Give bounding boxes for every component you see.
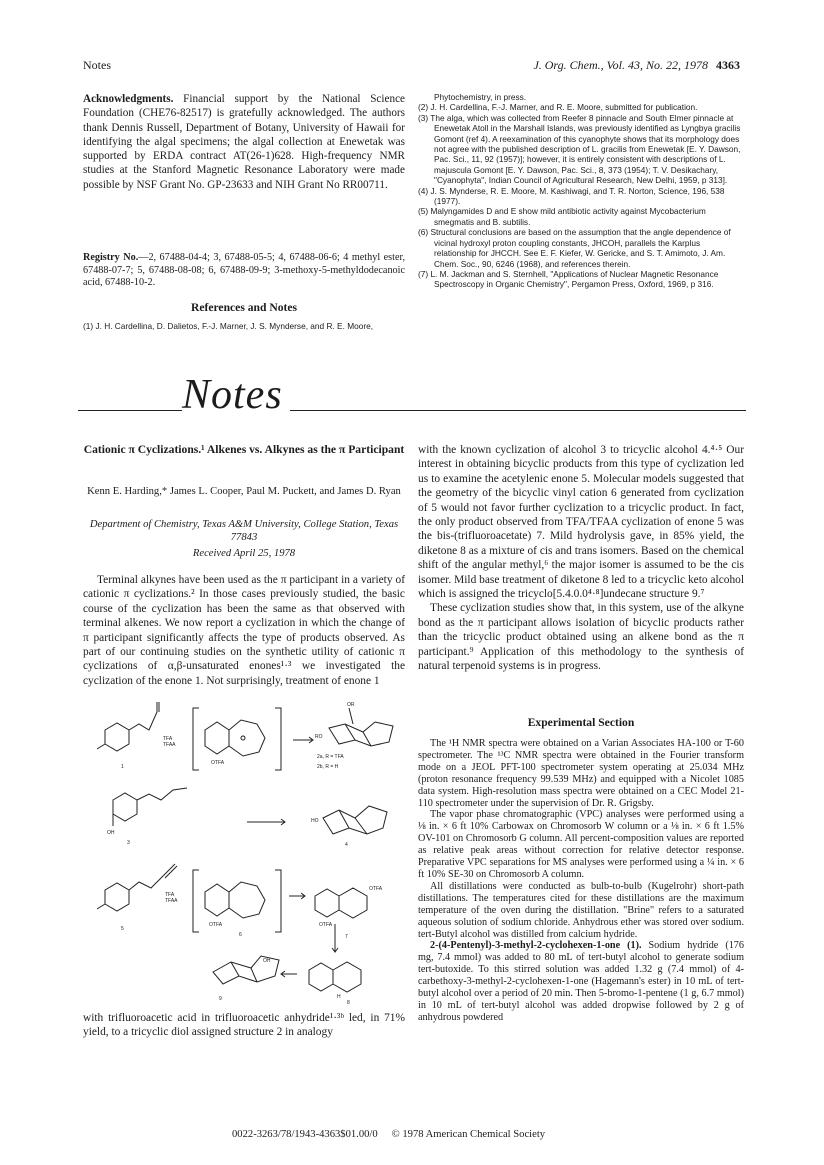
registry-heading: Registry No.	[83, 252, 139, 263]
reaction-arrow-2	[247, 819, 285, 825]
label-ho: HO	[311, 818, 319, 824]
registry-text: —2, 67488-04-4; 3, 67488-05-5; 4, 67488-06-6; 4 methyl ester, 67488-07-7; 5, 67488-08-08; 6, 67488-09-9; 3-methoxy-5-methyldodecanoic acid, 67488-10-2.	[83, 252, 405, 289]
label-compound-2b: 2b, R = H	[317, 764, 339, 770]
reaction-arrow-5	[281, 971, 297, 977]
reference-5: (5) Malyngamides D and E show mild antibiotic activity against Mycobacterium smegmatis and B. subtilis.	[418, 206, 706, 227]
compound-1-prep-heading: 2-(4-Pentenyl)-3-methyl-2-cyclohexen-1-one (1).	[430, 940, 642, 952]
experimental-paragraph-2: The vapor phase chromatographic (VPC) analyses were performed using a ⅛ in. × 6 ft 10% Carbowax on Chromosorb W column or a ⅛ in. × 6 ft 1.5% OV-101 on Chromosorb G column. All percent-composition values are reported as relative peak areas without correction for relative detector response. Preparative VPC separations for MS analyses were performed using a ¼ in. × 6 ft 10% SE-30 on Chromosorb A column.	[418, 809, 744, 880]
bracket-2	[193, 870, 281, 932]
references-list	[418, 92, 744, 290]
reaction-arrow-3	[289, 893, 305, 899]
article-title: Cationic π Cyclizations.¹ Alkenes vs. Alkynes as the π Participant	[83, 443, 405, 456]
compound-1-ring	[105, 723, 129, 751]
acknowledgments	[83, 92, 405, 192]
compound-6-ring-a	[205, 884, 229, 916]
bracket	[193, 708, 281, 770]
reaction-scheme	[83, 700, 405, 1010]
compound-3-ring	[113, 793, 137, 821]
experimental-section	[418, 738, 744, 1024]
reagent-tfaa-2: TFAA	[165, 898, 178, 904]
copyright: © 1978 American Chemical Society	[391, 1129, 546, 1140]
label-compound-5: 5	[121, 926, 124, 932]
reference-7: (7) L. M. Jackman and S. Sternhell, "Applications of Nuclear Magnetic Resonance Spectroscopy in Organic Chemistry", Pergamon Press, Oxford, 1969, p 316.	[418, 268, 719, 290]
label-compound-6: 6	[239, 932, 242, 938]
acknowledgments-heading: Acknowledgments.	[83, 93, 174, 105]
label-or: OR	[347, 702, 355, 708]
running-header-journal	[533, 58, 740, 73]
registry-numbers	[83, 252, 405, 290]
label-compound-2a: 2a, R = TFA	[317, 754, 344, 760]
label-compound-1: 1	[121, 764, 124, 770]
compound-6-ring-b	[229, 882, 265, 918]
reaction-arrow-4	[332, 924, 338, 952]
reference-4: (4) J. S. Mynderse, R. E. Moore, M. Kashiwagi, and T. R. Norton, Science, 196, 538 (1977).	[418, 185, 725, 207]
label-oh-9: OH	[263, 958, 271, 964]
experimental-paragraph-4	[418, 940, 744, 1023]
compound-4-skeleton	[323, 806, 387, 834]
label-compound-3: 3	[127, 840, 130, 846]
running-header-section: Notes	[83, 58, 111, 72]
compound-5-ring	[105, 883, 129, 911]
label-oh-3: OH	[107, 830, 115, 836]
reference-6: (6) Structural conclusions are based on the assumption that the angle dependence of vicinal hydroxyl proton coupling constants, JHCOH, parallels the Karplus relationship for JHCCH. See E. F. Kiefer, W. Gericke, and S. T. Amimoto, J. Am. Chem. Soc., 90, 6246 (1968), and references therein.	[418, 227, 731, 269]
banner-rule-right	[290, 410, 746, 411]
label-otfa-7a: OTFA	[369, 886, 383, 892]
compound-1-prep-text: Sodium hydride (176 mg, 7.4 mmol) was added to 80 mL of tert-butyl alcohol to generate sodium tert-butoxide. To this stirred solution was added 1.32 g (7.4 mmol) of 4-carbethoxy-3-methyl-2-cyclohexen-1-one (Hagemann's ester) in 10 mL of tert-butyl alcohol over a period of 20 min. Then 5-bromo-1-pentene (1 g, 6.7 mmol) in 10 mL of tert-butyl alcohol was added dropwise followed by 2 g of anhydrous powdered	[418, 940, 744, 1023]
label-compound-7: 7	[345, 934, 348, 940]
page-number: 4363	[716, 58, 740, 72]
compound-1-chain	[97, 702, 159, 749]
article-paragraph-3: These cyclization studies show that, in this system, use of the alkyne bond as the π participant allows isolation of bicyclic products rather than the tricyclic product obtained using an alkene bond as the π participant.⁹ Application of this methodology to the synthesis of natural terpenoid systems is in progress.	[418, 602, 744, 673]
reference-1-continued: Phytochemistry, in press.	[434, 92, 527, 102]
references-heading: References and Notes	[190, 301, 298, 314]
article-paragraph-after-scheme: with trifluoroacetic acid in trifluoroacetic anhydride¹·³ᵇ led, in 71% yield, to a tricyclic diol assigned structure 2 in analogy	[83, 1012, 405, 1039]
reagent-tfaa: TFAA	[163, 742, 176, 748]
received-date: Received April 25, 1978	[192, 548, 296, 559]
journal-citation: J. Org. Chem., Vol. 43, No. 22, 1978	[533, 58, 708, 72]
label-compound-4: 4	[345, 842, 348, 848]
compound-8-skeleton	[309, 962, 361, 992]
label-otfa-6: OTFA	[209, 922, 223, 928]
compound-7-skeleton	[315, 888, 367, 918]
reaction-arrow-1	[293, 737, 313, 743]
cation-center	[241, 736, 245, 740]
article-right-column	[418, 443, 744, 674]
label-otfa: OTFA	[211, 760, 225, 766]
intermediate-ring-a	[205, 722, 229, 754]
label-compound-9: 9	[219, 996, 222, 1002]
compound-2-skeleton	[329, 708, 393, 746]
experimental-paragraph-1: The ¹H NMR spectra were obtained on a Varian Associates HA-100 or T-60 spectrometer. The ¹³C NMR spectra were obtained in the Fourier transform mode on a JEOL PFT-100 spectrometer system operating at 25.034 MHz (proton resonance frequency 99.539 MHz) and equipped with a Nicolet 1085 data system. High-resolution mass spectra were obtained on a CEC Model 21-110 spectrometer under the supervision of Dr. R. Grigsby.	[418, 738, 744, 809]
article-affiliation: Department of Chemistry, Texas A&M University, College Station, Texas 77843	[89, 519, 399, 543]
reference-2: (2) J. H. Cardellina, F.-J. Marner, and R. E. Moore, submitted for publication.	[418, 102, 698, 113]
article-code: 0022-3263/78/1943-4363$01.00/0	[232, 1129, 378, 1140]
experimental-paragraph-3: All distillations were conducted as bulb-to-bulb (Kugelrohr) short-path distillations. The temperatures cited for these distillations are the maximum temperature of the oven during the distillation. "Brine" refers to a saturated aqueous solution of sodium chloride. Anhydrous ether was stored over sodium. tert-Butyl alcohol was distilled from calcium hydride.	[418, 880, 744, 940]
label-h: H	[337, 994, 341, 1000]
banner-rule-left	[78, 410, 182, 411]
article-authors: Kenn E. Harding,* James L. Cooper, Paul M. Puckett, and James D. Ryan	[87, 486, 401, 497]
page-footer	[232, 1129, 545, 1140]
article-intro-paragraph: Terminal alkynes have been used as the π participant in a variety of cationic π cyclizations.² In those cases previously studied, the basic course of the cyclization has been the same as that observed with terminal alkenes. We now report a cyclization in which the change of π participant significantly affects the type of products observed. As part of our continuing studies on the synthetic utility of cationic π cyclizations of α,β-unsaturated enones¹·³ we investigated the cyclization of the enone 1. Not surprisingly, treatment of enone 1	[83, 574, 405, 687]
intermediate-ring-b	[229, 720, 265, 756]
label-compound-8: 8	[347, 1000, 350, 1006]
label-otfa-7b: OTFA	[319, 922, 333, 928]
acknowledgments-text: Financial support by the National Science Foundation (CHE76-82517) is gratefully acknowledged. The authors thank Dennis Russell, Department of Botany, University of Hawaii for identifying the algal specimens; the algal collection at Enewetak was supported by ERDA contract AT(26-1)628. High-frequency NMR studies at the Stanford Magnetic Resonance Laboratory were made possible by NSF Grant No. GP-23633 and NIH Grant No RR00711.	[83, 93, 406, 191]
label-ro: RO	[315, 734, 323, 740]
reagent-tfa: TFA	[163, 736, 173, 742]
experimental-heading: Experimental Section	[527, 716, 635, 729]
reference-3: (3) The alga, which was collected from Reefer 8 pinnacle and South Elmer pinnacle at Enewetak Atoll in the Marshall Islands, was previously identified as Lyngbya gracilis Gomont (ref 4). A reexamination of this cyanophyte shows that its morphology does not agree with the published description of L. gracilis from Enewetak [E. Y. Dawson, Pac. Sci., 11, 92 (1957)]; however, it is entirely consistent with descriptions of L. majuscula Gomont [E. Y. Dawson, Pac. Sci., 8, 373 (1954); T. V. Desikachary, "Cyanophyta", Indian Council of Agricultural Research, New Delhi, 1959, p 313].	[418, 112, 741, 186]
notes-section-banner	[78, 372, 746, 422]
section-title: Notes	[182, 372, 283, 418]
reference-1: (1) J. H. Cardellina, D. Dalietos, F.-J. Marner, J. S. Mynderse, and R. E. Moore,	[83, 321, 374, 331]
article-paragraph-2: with the known cyclization of alcohol 3 to tricyclic alcohol 4.⁴·⁵ Our interest in obtaining bicyclic products from this type of cyclization led us to examine the acetylenic enone 5. Molecular models suggested that the geometry of the bicyclic vinyl cation 6 generated from cyclization of 5 would not favor further cyclization to a tricyclic product. In fact, the only product observed from TFA/TFAA cyclization of enone 5 was the bis-(trifluoroacetate) 7. Mild hydrolysis gave, in 85% yield, the diketone 8 as a mixture of cis and trans isomers. Based on the chemical shift of the angular methyl,⁶ the major isomer is assumed to be the cis isomer. Mild base treatment of diketone 8 led to a tricyclic keto alcohol which is assigned the tricyclo[5.4.0.0⁴·⁸]undecane structure 9.⁷	[418, 444, 744, 601]
reagent-tfa-2: TFA	[165, 892, 175, 898]
